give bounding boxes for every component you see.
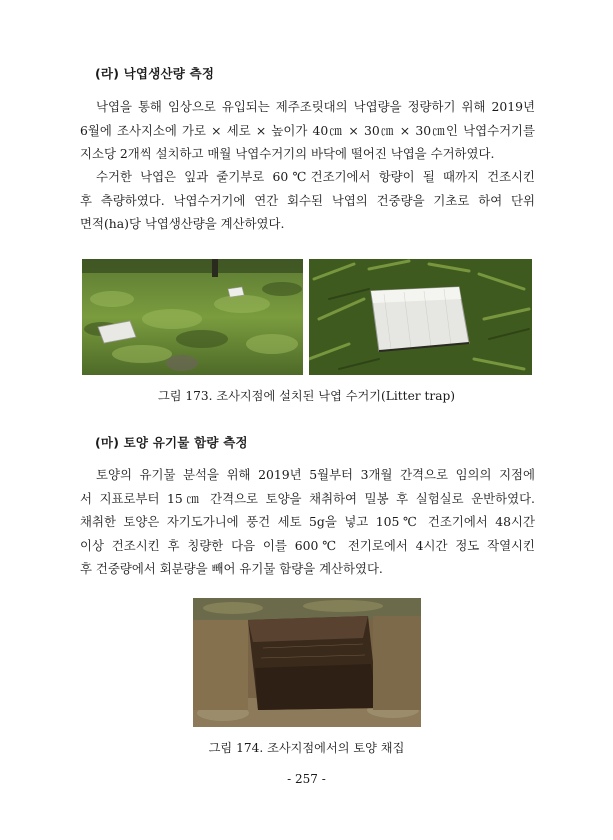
text-line: 수거한 낙엽은 잎과 줄기부로 60℃건조기에서 항량이 될 때까지 건조시킨 xyxy=(96,169,535,184)
soil-sampling-pit-photo xyxy=(193,598,421,727)
text-line: 지소당 2개씩 설치하고 매월 낙엽수거기의 바닥에 떨어진 낙엽을 수거하였다. xyxy=(80,146,495,161)
text-line: 낙엽을 통해 임상으로 유입되는 제주조릿대의 낙엽량을 정량하기 위해 2019년 xyxy=(96,99,535,114)
figure-174-caption: 그림 174. 조사지점에서의 토양 채집 xyxy=(208,741,405,755)
section-heading-litter-production: (라) 낙엽생산량 측정 xyxy=(95,66,215,81)
text-line: 채취한 토양은 자기도가니에 풍건 세토 5g을 넣고 105℃ 건조기에서 48시간 xyxy=(80,514,535,529)
text-line: 6월에 조사지소에 가로 × 세로 × 높이가 40㎝ × 30㎝ × 30㎝인 낙엽수거기를 xyxy=(80,122,535,138)
text-line: 후 측량하였다. 낙엽수거기에 연간 회수된 낙엽의 건중량을 기초로 하여 단위 xyxy=(80,192,535,208)
page-number: - 257 - xyxy=(287,772,326,786)
figure-173-caption: 그림 173. 조사지점에 설치된 낙엽 수거기(Litter trap) xyxy=(157,389,456,403)
text-line: 후 건중량에서 회분량을 빼어 유기물 함량을 계산하였다. xyxy=(80,561,383,576)
text-line: 토양의 유기물 분석을 위해 2019년 5월부터 3개월 간격으로 임의의 지점에 xyxy=(96,467,535,482)
paragraph-litter-measurement xyxy=(80,165,535,236)
paragraph-soil-analysis xyxy=(80,463,535,581)
text-line: 면적(ha)당 낙엽생산량을 계산하였다. xyxy=(80,216,285,231)
section-heading-soil-organic-matter: (마) 토양 유기물 함량 측정 xyxy=(95,435,248,450)
paragraph-litter-trap-setup xyxy=(80,95,535,166)
text-line: 서 지표로부터 15㎝ 간격으로 토양을 채취하여 밀봉 후 실험실로 운반하였다. xyxy=(80,490,535,506)
text-line: 이상 건조시킨 후 칭량한 다음 이를 600℃ 전기로에서 4시간 정도 작열시킨 xyxy=(80,537,535,553)
litter-trap-closeup-photo xyxy=(309,259,532,375)
litter-trap-field-photo xyxy=(82,259,303,375)
